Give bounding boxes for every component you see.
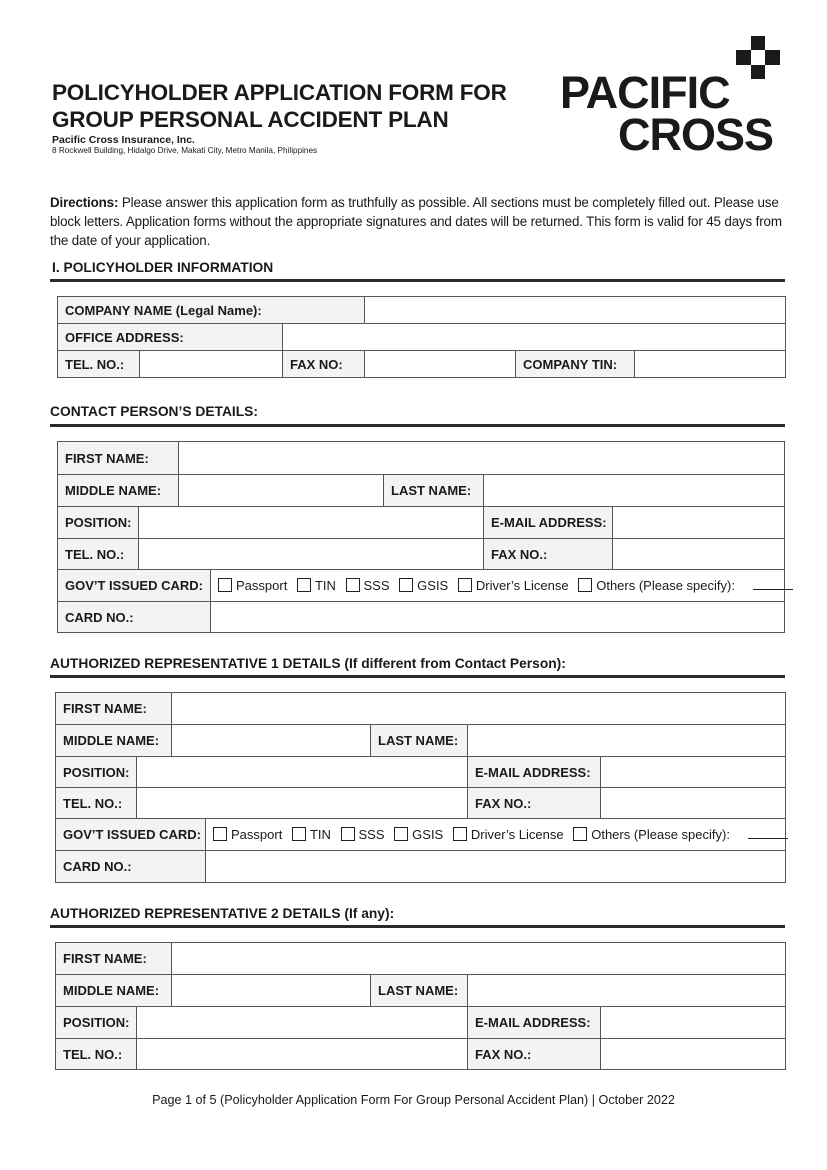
contact-middle-name-field[interactable] [179,475,384,507]
section-rule [50,925,785,928]
company-name-field[interactable] [365,297,786,324]
rep2-position-field[interactable] [137,1007,468,1039]
others-specify-blank[interactable] [748,829,788,839]
rep2-last-name-field[interactable] [468,975,786,1007]
rep1-position-field[interactable] [137,757,468,788]
contact-last-name-label: LAST NAME: [384,475,484,507]
rep1-fax-field[interactable] [601,788,786,819]
gsis-checkbox[interactable] [399,578,413,592]
drivers-license-checkbox[interactable] [453,827,467,841]
rep1-card-no-field[interactable] [206,851,786,883]
tel-label: TEL. NO.: [58,351,140,378]
office-address-field[interactable] [283,324,786,351]
contact-gov-card-label: GOV’T ISSUED CARD: [58,570,211,602]
others-option-label: Others (Please specify): [591,827,730,842]
directions-label: Directions: [50,195,119,210]
contact-first-name-field[interactable] [179,442,785,475]
others-specify-blank[interactable] [753,580,793,590]
section-rule [50,279,785,282]
office-address-label: OFFICE ADDRESS: [58,324,283,351]
rep2-email-field[interactable] [601,1007,786,1039]
gsis-option-label: GSIS [412,827,444,842]
rep2-fax-label: FAX NO.: [468,1039,601,1070]
policyholder-table [57,296,786,378]
directions-text: Please answer this application form as truthfully as possible. All sections must be completely filled out. Please use block letters. Application forms without the appropriate signatures and dates will be returned. This form is valid for 45 days from the date of your application. [50,195,782,248]
directions [50,193,785,250]
section-contact-title: CONTACT PERSON’S DETAILS: [50,404,258,419]
rep2-first-name-field[interactable] [172,943,786,975]
rep2-email-label: E-MAIL ADDRESS: [468,1007,601,1039]
rep1-middle-name-field[interactable] [172,725,371,757]
rep2-middle-name-label: MIDDLE NAME: [56,975,172,1007]
section-rep2-title: AUTHORIZED REPRESENTATIVE 2 DETAILS (If any): [50,906,395,921]
contact-card-no-field[interactable] [211,602,785,633]
passport-option-label: Passport [236,578,288,593]
rep2-position-label: POSITION: [56,1007,137,1039]
others-checkbox[interactable] [573,827,587,841]
others-option-label: Others (Please specify): [596,578,735,593]
passport-checkbox[interactable] [218,578,232,592]
tin-option-label: TIN [309,827,331,842]
contact-table [57,441,785,633]
rep1-card-no-label: CARD NO.: [56,851,206,883]
fax-field[interactable] [365,351,516,378]
passport-option-label: Passport [231,827,283,842]
company-name-label: COMPANY NAME (Legal Name): [58,297,365,324]
rep2-table [55,942,786,1070]
rep2-tel-label: TEL. NO.: [56,1039,137,1070]
drivers-license-option-label: Driver’s License [470,827,564,842]
title-line-2: GROUP PERSONAL ACCIDENT PLAN [52,107,449,132]
rep2-fax-field[interactable] [601,1039,786,1070]
contact-last-name-field[interactable] [484,475,785,507]
section-rep1-title: AUTHORIZED REPRESENTATIVE 1 DETAILS (If different from Contact Person): [50,656,566,671]
logo-line-1: PACIFIC [560,67,730,118]
sss-checkbox[interactable] [341,827,355,841]
contact-middle-name-label: MIDDLE NAME: [58,475,179,507]
rep1-last-name-label: LAST NAME: [371,725,468,757]
tel-field[interactable] [140,351,283,378]
section-rule [50,675,785,678]
rep1-email-label: E-MAIL ADDRESS: [468,757,601,788]
gsis-checkbox[interactable] [394,827,408,841]
contact-tel-field[interactable] [139,539,484,570]
passport-checkbox[interactable] [213,827,227,841]
contact-email-field[interactable] [613,507,785,539]
drivers-license-option-label: Driver’s License [475,578,569,593]
company-tin-field[interactable] [635,351,786,378]
gsis-option-label: GSIS [417,578,449,593]
contact-position-field[interactable] [139,507,484,539]
contact-fax-field[interactable] [613,539,785,570]
rep1-gov-card-label: GOV’T ISSUED CARD: [56,819,206,851]
rep1-position-label: POSITION: [56,757,137,788]
section-rule [50,424,785,427]
page-title [52,79,507,133]
others-checkbox[interactable] [578,578,592,592]
rep1-table [55,692,786,883]
drivers-license-checkbox[interactable] [458,578,472,592]
tin-checkbox[interactable] [292,827,306,841]
contact-tel-label: TEL. NO.: [58,539,139,570]
contact-first-name-label: FIRST NAME: [58,442,179,475]
tin-option-label: TIN [314,578,336,593]
contact-gov-card-options [211,570,785,602]
logo-line-2: CROSS [618,109,774,160]
rep1-first-name-field[interactable] [172,693,786,725]
fax-label: FAX NO: [283,351,365,378]
company-name: Pacific Cross Insurance, Inc. [52,134,195,146]
tin-checkbox[interactable] [297,578,311,592]
sss-option-label: SSS [363,578,390,593]
rep2-last-name-label: LAST NAME: [371,975,468,1007]
rep1-tel-field[interactable] [137,788,468,819]
rep1-tel-label: TEL. NO.: [56,788,137,819]
contact-email-label: E-MAIL ADDRESS: [484,507,613,539]
sss-option-label: SSS [358,827,385,842]
contact-card-no-label: CARD NO.: [58,602,211,633]
title-line-1: POLICYHOLDER APPLICATION FORM FOR [52,80,507,105]
contact-fax-label: FAX NO.: [484,539,613,570]
rep1-fax-label: FAX NO.: [468,788,601,819]
rep1-middle-name-label: MIDDLE NAME: [56,725,172,757]
rep2-tel-field[interactable] [137,1039,468,1070]
company-address: 8 Rockwell Building, Hidalgo Drive, Makati City, Metro Manila, Philippines [52,146,318,155]
logo-wordmark [560,67,774,160]
rep2-middle-name-field[interactable] [172,975,371,1007]
rep1-email-field[interactable] [601,757,786,788]
rep1-gov-card-options [206,819,786,851]
sss-checkbox[interactable] [346,578,360,592]
contact-position-label: POSITION: [58,507,139,539]
rep1-first-name-label: FIRST NAME: [56,693,172,725]
section-policyholder-title: I. POLICYHOLDER INFORMATION [52,260,274,275]
company-tin-label: COMPANY TIN: [516,351,635,378]
rep2-first-name-label: FIRST NAME: [56,943,172,975]
page-footer: Page 1 of 5 (Policyholder Application Form For Group Personal Accident Plan) | October 2022 [152,1093,675,1107]
rep1-last-name-field[interactable] [468,725,786,757]
